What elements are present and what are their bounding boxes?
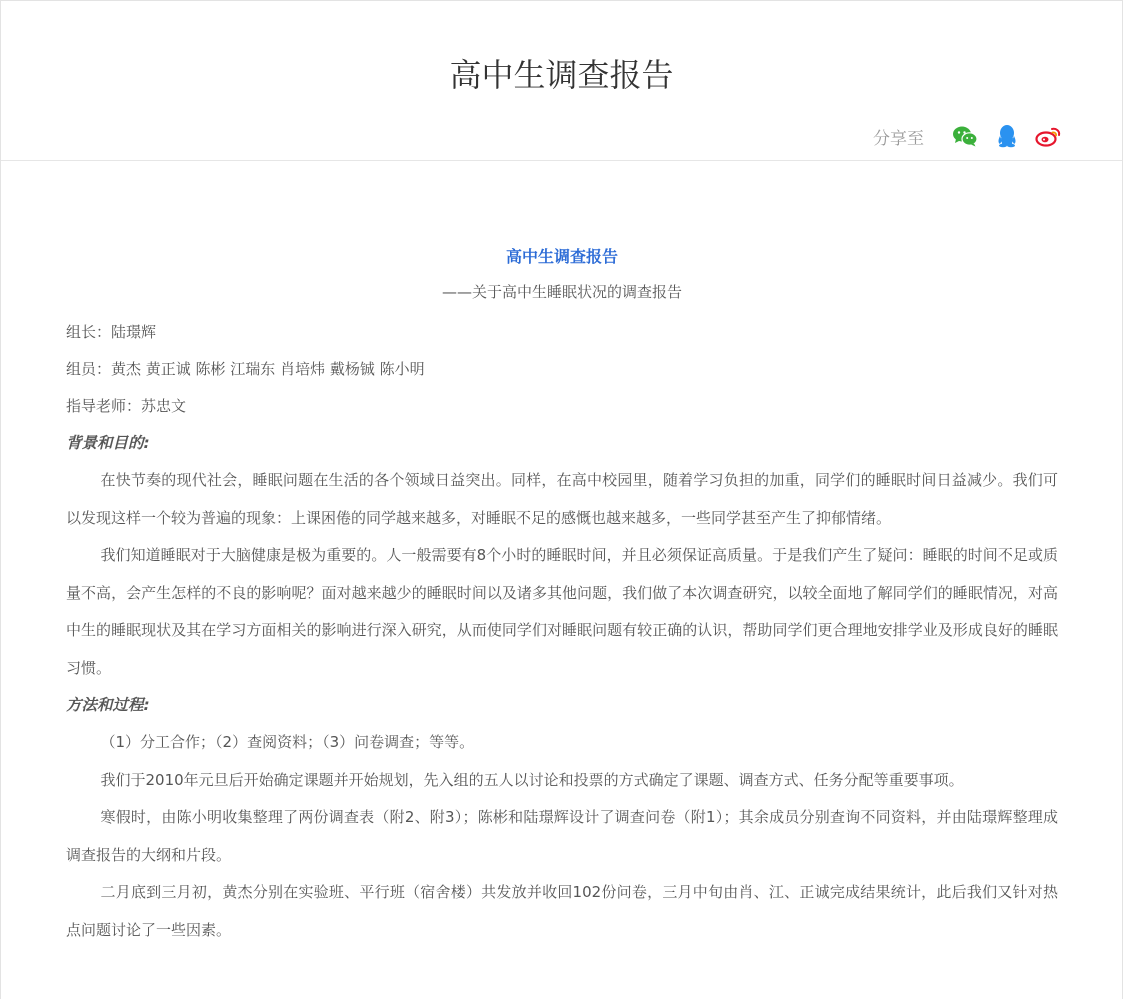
section-heading-background: 背景和目的: — [66, 434, 150, 452]
group-members: 组员：黄杰 黄正诚 陈彬 江瑞东 肖培炜 戴杨铖 陈小明 — [66, 360, 425, 378]
wechat-icon[interactable] — [950, 121, 980, 151]
paragraph: （1）分工合作；（2）查阅资料；（3）问卷调查；等等。 — [100, 733, 475, 751]
article-title: 高中生调查报告 — [505, 247, 618, 266]
paragraph: 我们知道睡眠对于大脑健康是极为重要的。人一般需要有8个小时的睡眠时间，并且必须保证高质量。于是我们产生了疑问：睡眠的时间不足或质量不高，会产生怎样的不良的影响呢？面对越来越少的睡眠时间以及诸多其他问题，我们做了本次调查研究，以较全面地了解同学们的睡眠情况，对高中生的睡眠现状及其在学习方面相关的影响进行深入研究，从而使同学们对睡眠问题有较正确的认识，帮助同学们更合理地安排学业及形成良好的睡眠习惯。 — [66, 546, 1058, 677]
article-subtitle: ——关于高中生睡眠状况的调查报告 — [441, 283, 682, 301]
paragraph: 在快节奏的现代社会，睡眠问题在生活的各个领域日益突出。同样，在高中校园里，随着学习负担的加重，同学们的睡眠时间日益减少。我们可以发现这样一个较为普遍的现象：上课困倦的同学越来越多，对睡眠不足的感慨也越来越多，一些同学甚至产生了抑郁情绪。 — [66, 471, 1058, 527]
share-bar — [873, 121, 1064, 151]
advisor: 指导老师：苏忠文 — [66, 397, 187, 415]
paragraph: 寒假时，由陈小明收集整理了两份调查表（附2、附3）；陈彬和陆璟辉设计了调查问卷（附1）；其余成员分别查询不同资料，并由陆璟辉整理成调查报告的大纲和片段。 — [66, 808, 1058, 864]
group-leader: 组长：陆璟辉 — [66, 323, 157, 341]
paragraph: 我们于2010年元旦后开始确定课题并开始规划，先入组的五人以讨论和投票的方式确定了课题、调查方式、任务分配等重要事项。 — [100, 770, 964, 789]
share-label: 分享至 — [873, 128, 924, 149]
qq-icon[interactable] — [992, 121, 1022, 151]
section-heading-methods: 方法和过程: — [66, 696, 150, 714]
page-title: 高中生调查报告 — [449, 56, 674, 94]
paragraph: 二月底到三月初，黄杰分别在实验班、平行班（宿舍楼）共发放并收回102份问卷，三月中旬由肖、江、正诚完成结果统计，此后我们又针对热点问题讨论了一些因素。 — [66, 883, 1058, 939]
article-body — [1, 161, 1122, 949]
weibo-icon[interactable] — [1034, 121, 1064, 151]
page-header — [1, 1, 1122, 161]
